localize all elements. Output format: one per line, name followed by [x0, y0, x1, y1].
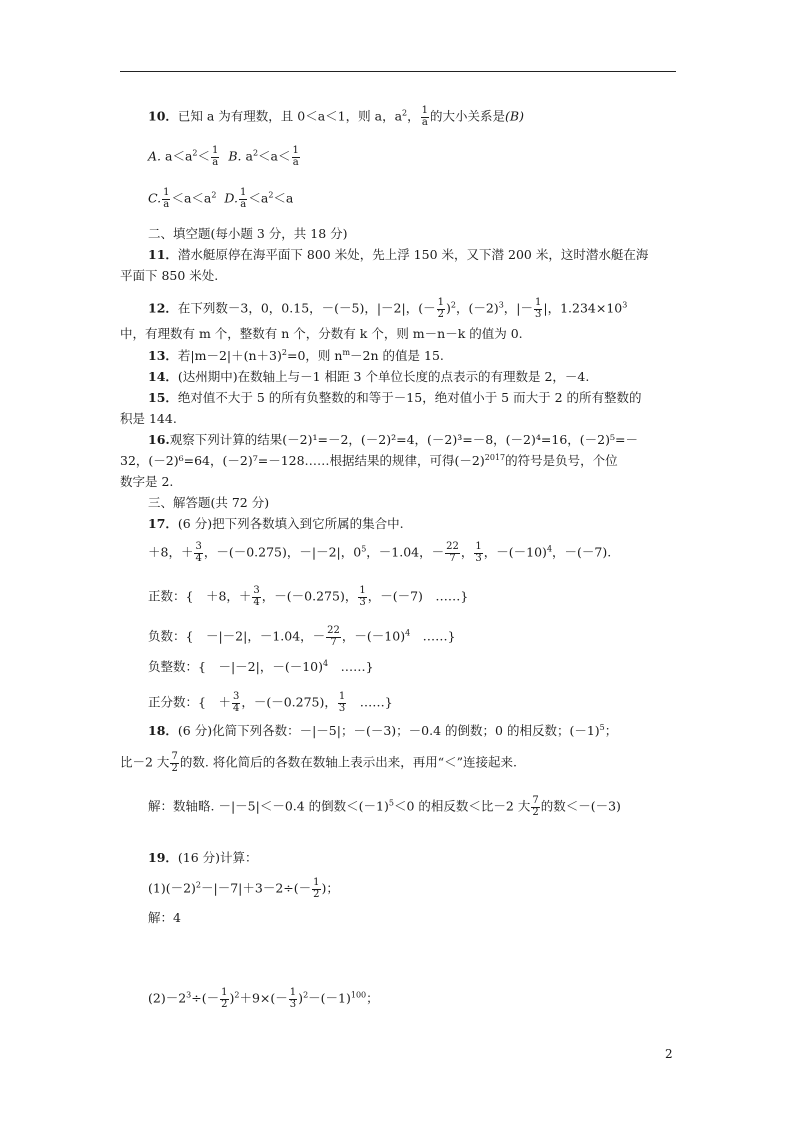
question-12-line2: 中，有理数有 m 个，整数有 n 个，分数有 k 个，则 m－n－k 的值为 0.: [120, 326, 523, 341]
set-positive-fraction: 正分数：{ ＋ $\frac{3}{4}$ ，－(－0.275)， $\frac{1}{3}$ ……}: [148, 691, 393, 714]
header-rule: [120, 71, 676, 72]
question-16-line1: 16.观察下列计算的结果(－2)¹=－2，(－2)²=4，(－2)³=－8，(－2)⁴=16，(－2)⁵=－: [148, 432, 638, 447]
section-fill-in-title: 二、填空题(每小题 3 分，共 18 分): [148, 226, 348, 241]
question-11-line1: 11．潜水艇原停在海平面下 800 米处，先上浮 150 米，又下潜 200 米，这时潜水艇在海: [148, 247, 649, 262]
question-12-line1: 12．在下列数－3，0，0.15，－(－5)，|－2|，(－ $\frac{1}{2}$ )$^2$，$(-2)^3$，|－ $\frac{1}{3}$ |，$1.234\times 10^3$: [148, 297, 628, 320]
fraction-1-over-a: $\frac{1}{a}$: [421, 105, 429, 128]
question-17-stem: 17．(6 分)把下列各数填入到它所属的集合中.: [148, 516, 404, 531]
question-19-part1-solution: 解：4: [148, 910, 181, 925]
question-19-part1: $(1)(-2)^2-|-7|+3-2\div(-$ $\frac{1}{2}$ )；: [148, 877, 339, 900]
section-answer-title: 三、解答题(共 72 分): [148, 495, 270, 510]
question-16-line3: 数字是 2.: [120, 474, 174, 489]
question-14: 14．(达州期中)在数轴上与－1 相距 3 个单位长度的点表示的有理数是 2，－4.: [148, 369, 590, 384]
question-13: 13．若$|m-2|+(n+3)^2=0$，则 $n^m-2n$ 的值是 15.: [148, 348, 444, 363]
question-19-stem: 19．(16 分)计算：: [148, 850, 258, 865]
page-number: 2: [665, 1047, 673, 1061]
set-negative: 负数：{ －|－2|，－1.04，－ $\frac{22}{7}$ ，$-(-10)^4$ ……}: [148, 625, 456, 648]
question-16-line2: 32，(－2)⁶=64，(－2)⁷=－128……根据结果的规律，可得$(-2)^{2017}$的符号是负号，个位: [120, 453, 618, 468]
question-11-line2: 平面下 850 米处.: [120, 268, 219, 283]
set-positive: 正数：{ ＋8，＋ $\frac{3}{4}$ ，－(－0.275)， $\frac{1}{3}$ ，－(－7) ……}: [148, 585, 469, 608]
question-18-line2: 比－2 大 $\frac{7}{2}$ 的数. 将化简后的各数在数轴上表示出来，再用“＜”连接起来.: [120, 751, 518, 774]
question-10-options-ab: A. $a<a^2<$ $\frac{1}{a}$ B. $a^2<a<$ $\frac{1}{a}$: [148, 145, 299, 168]
question-10-stem: 10．已知 a 为有理数，且 0＜a＜1，则 a，$a^2$， $\frac{1}{a}$ 的大小关系是(B): [148, 105, 524, 128]
question-18-line1: 18．(6 分)化简下列各数：－|－5|；－(－3)；－0.4 的倒数；0 的相反数；$(-1)^5$；: [148, 723, 618, 738]
question-10-options-cd: C. $\frac{1}{a}$ $<a<a^2$ D. $\frac{1}{a}$ $<a^2<a$: [148, 187, 294, 210]
question-15-line2: 积是 144.: [120, 411, 177, 426]
set-negative-integer: 负整数：{ －|－2|，$-(-10)^4$ ……}: [148, 659, 374, 674]
answer-10: (B): [505, 108, 524, 124]
question-17-numbers: ＋8，＋ $\frac{3}{4}$ ，－(－0.275)，－|－2|，$0^5$，－1.04，－ $\frac{22}{7}$ ， $\frac{1}{3}$ ，$-(-10)^4$，－(－7).: [148, 541, 612, 564]
question-18-solution: 解：数轴略. －|－5|＜－0.4 的倒数$<(-1)^5<0$ 的相反数＜比－2 大 $\frac{7}{2}$ 的数＜－(－3): [148, 795, 621, 818]
question-19-part2: $(2)-2^3\div(-$ $\frac{1}{2}$ )$^2$＋9×(－ $\frac{1}{3}$ )$^2-(-1)^{100}$；: [148, 987, 379, 1010]
question-15-line1: 15．绝对值不大于 5 的所有负整数的和等于－15，绝对值小于 5 而大于 2 的所有整数的: [148, 390, 642, 405]
